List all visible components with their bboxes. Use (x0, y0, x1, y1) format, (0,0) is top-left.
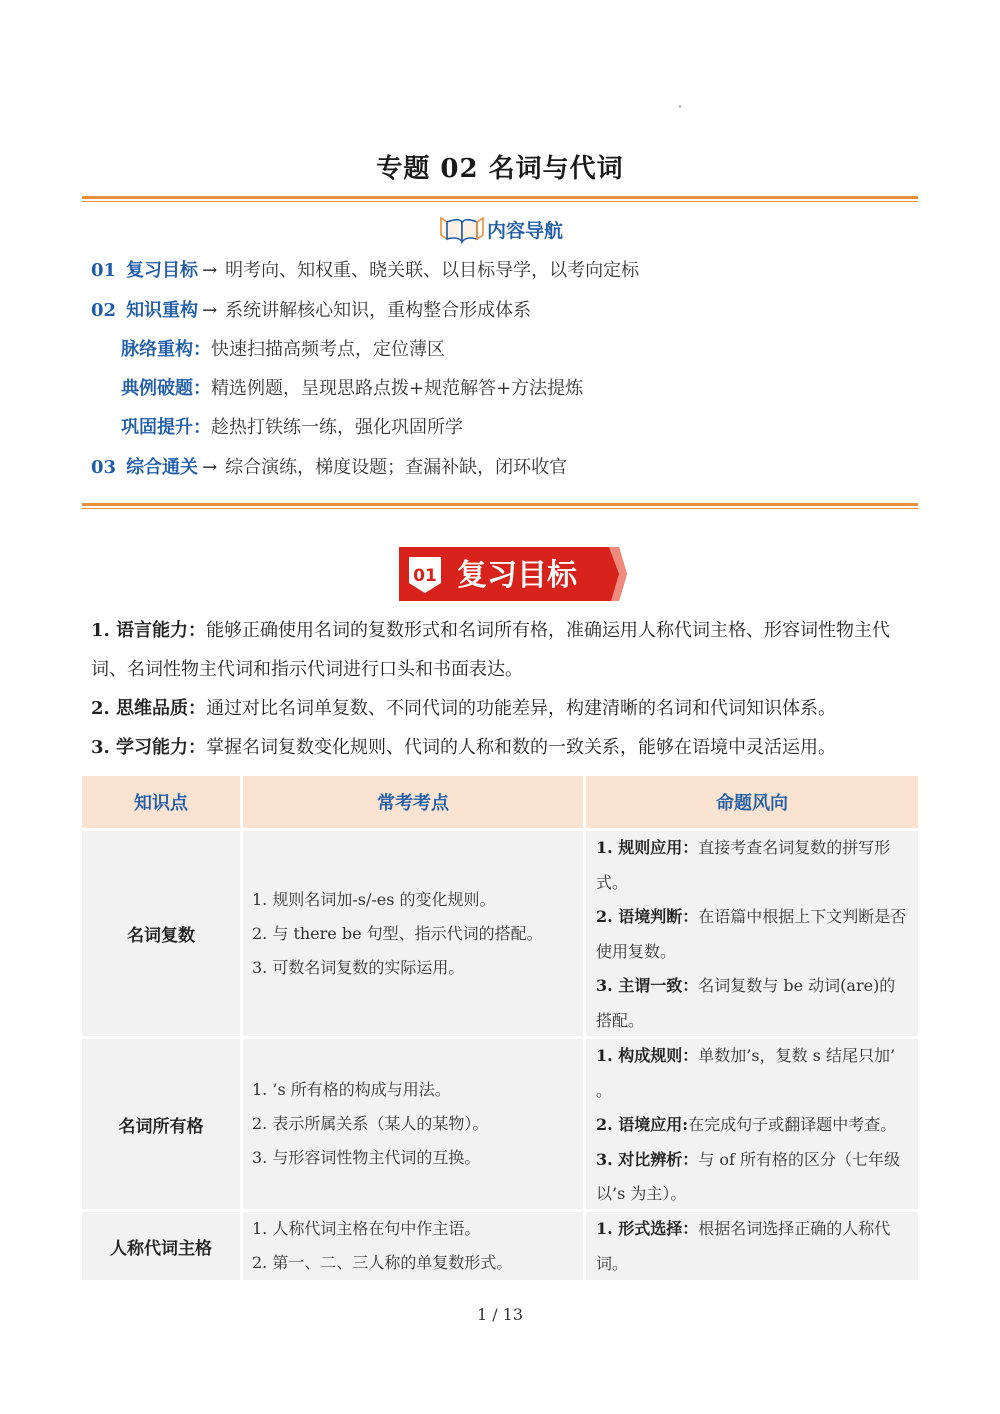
nav-item-03 (91, 455, 567, 481)
goal-label: 1. 语言能力： (91, 620, 207, 641)
section-badge (397, 545, 629, 603)
goal-item (91, 728, 921, 767)
exam-point: 1. ’s 所有格的构成与用法。 (252, 1080, 451, 1099)
trend-text: 与 of 所有格的区分（七年级以’s 为主）。 (596, 1149, 901, 1203)
nav-item-desc: 快速扫描高频考点，定位薄区 (211, 339, 445, 360)
nav-item-label: 复习目标 (126, 260, 199, 281)
trend-label: 1. 形式选择： (596, 1219, 699, 1238)
table-header-cell: 知识点 (82, 776, 240, 828)
trend-label: 2. 语境应用: (596, 1115, 689, 1134)
open-book-icon (437, 214, 487, 244)
goal-text: 能够正确使用名词的复数形式和名词所有格，准确运用人称代词主格、形容词性物主代词、名词性物主代词和指示代词进行口头和书面表达。 (91, 620, 891, 680)
trend-text: 名词复数与 be 动词(are)的搭配。 (596, 976, 896, 1030)
trend-label: 3. 主谓一致： (596, 976, 699, 995)
table-cell-point (82, 1212, 240, 1280)
knowledge-table (82, 776, 918, 1283)
table-cell-point (82, 831, 240, 1036)
goal-label: 3. 学习能力： (91, 737, 207, 758)
nav-item-desc: 精选例题，呈现思路点拨+规范解答+方法提炼 (211, 378, 584, 399)
trend-text: 根据名词选择正确的人称代词。 (596, 1219, 891, 1273)
nav-item-desc: 趁热打铁练一练，强化巩固所学 (211, 417, 463, 438)
exam-point: 2. 与 there be 句型、指示代词的搭配。 (252, 923, 543, 943)
page-title: 专题 02 名词与代词 (376, 154, 624, 184)
exam-point: 3. 与形容词性物主代词的互换。 (252, 1148, 481, 1167)
table-header-cell: 命题风向 (586, 776, 918, 828)
nav-item-desc: 综合演练，梯度设题；查漏补缺，闭环收官 (225, 457, 568, 478)
goal-label: 2. 思维品质： (91, 698, 207, 719)
trend-label: 1. 规则应用： (596, 838, 699, 857)
trend-label: 1. 构成规则： (596, 1046, 699, 1065)
exam-point: 3. 可数名词复数的实际运用。 (252, 957, 465, 977)
table-cell-items (243, 831, 583, 1036)
nav-item-label: 巩固提升： (121, 417, 211, 438)
goal-item (91, 611, 921, 689)
nav-item-num: 02 (91, 300, 117, 321)
nav-subitem-practice (121, 415, 463, 441)
trend-label: 3. 对比辨析： (596, 1149, 699, 1169)
table-cell-trends (586, 1212, 918, 1280)
section-badge-num: 01 (413, 566, 437, 586)
section-badge-label: 复习目标 (457, 558, 577, 593)
nav-item-02 (91, 298, 531, 324)
table-row (82, 831, 918, 1036)
exam-point: 1. 规则名词加-s/-es 的变化规则。 (252, 889, 496, 909)
table-cell-point (82, 1039, 240, 1209)
exam-point: 1. 人称代词主格在句中作主语。 (252, 1219, 481, 1238)
table-cell-items (243, 1212, 583, 1280)
nav-item-num: 01 (91, 260, 117, 281)
trend-text: 单数加’s，复数 s 结尾只加’ 。 (596, 1046, 896, 1100)
goal-text: 通过对比名词单复数、不同代词的功能差异，构建清晰的名词和代词知识体系。 (206, 698, 837, 719)
stray-dot (679, 105, 681, 108)
arrow-icon: → (202, 260, 218, 281)
nav-heading (0, 214, 1000, 248)
table-row (82, 1212, 918, 1280)
goal-item (91, 689, 921, 728)
exam-point: 2. 第一、二、三人称的单复数形式。 (252, 1253, 513, 1272)
nav-item-label: 综合通关 (126, 457, 199, 478)
trend-label: 2. 语境判断： (596, 907, 699, 926)
nav-item-label: 知识重构 (126, 300, 199, 321)
nav-item-num: 03 (91, 457, 117, 478)
trend-text: 在完成句子或翻译题中考查。 (688, 1115, 897, 1134)
bottom-divider (82, 503, 918, 509)
table-cell-items (243, 1039, 583, 1209)
arrow-icon: → (202, 457, 218, 478)
arrow-icon: → (202, 300, 218, 321)
knowledge-point: 人称代词主格 (110, 1238, 212, 1259)
nav-item-label: 脉络重构： (121, 339, 211, 360)
table-header-cell: 常考考点 (243, 776, 583, 828)
nav-item-desc: 明考向、知权重、晓关联、以目标导学，以考向定标 (225, 260, 640, 281)
trend-text: 直接考查名词复数的拼写形式。 (596, 838, 891, 892)
knowledge-point: 名词复数 (127, 926, 195, 946)
trend-text: 在语篇中根据上下文判断是否使用复数。 (596, 907, 907, 961)
knowledge-point: 名词所有格 (118, 1116, 204, 1137)
table-row (82, 1039, 918, 1209)
nav-subitem-examples (121, 376, 583, 402)
nav-item-desc: 系统讲解核心知识，重构整合形成体系 (225, 300, 532, 321)
nav-heading-text: 内容导航 (486, 219, 563, 242)
nav-item-01 (91, 258, 639, 284)
table-header-row (82, 776, 918, 828)
goal-text: 掌握名词复数变化规则、代词的人称和数的一致关系，能够在语境中灵活运用。 (206, 737, 837, 758)
table-cell-trends (586, 831, 918, 1036)
page-number: 1 / 13 (476, 1305, 524, 1324)
exam-point: 2. 表示所属关系（某人的某物）。 (252, 1114, 489, 1133)
nav-item-label: 典例破题： (121, 378, 211, 399)
top-divider (82, 196, 918, 202)
table-cell-trends (586, 1039, 918, 1209)
nav-subitem-context (121, 337, 445, 363)
